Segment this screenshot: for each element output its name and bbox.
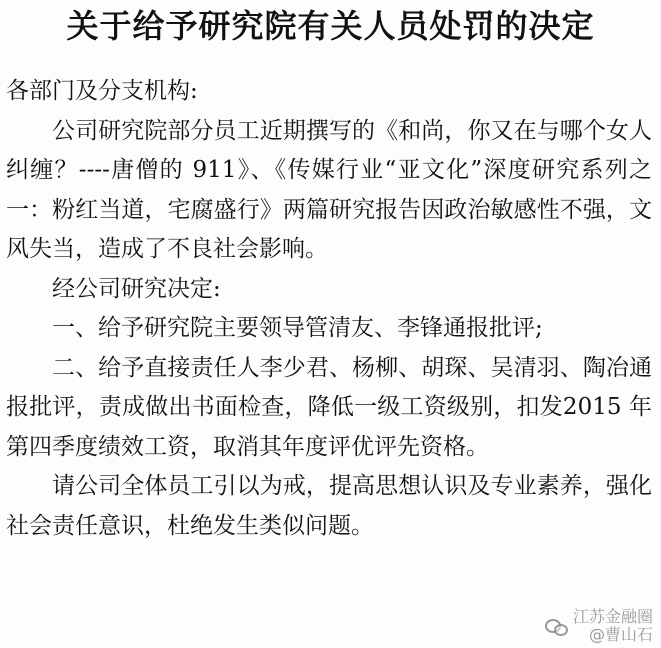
document-body	[6, 72, 652, 546]
wechat-logo-icon	[545, 617, 567, 635]
paragraph-item-two: 二、给予直接责任人李少君、杨柳、胡琛、吴清羽、陶冶通报批评，责成做出书面检查，降低一级工资级别，扣发2015 年第四季度绩效工资，取消其年度评优评先资格。	[6, 354, 652, 460]
document-title: 关于给予研究院有关人员处罚的决定	[66, 7, 595, 45]
watermark	[545, 608, 653, 644]
paragraph-item-one: 一、给予研究院主要领导管清友、李锋通报批评;	[52, 315, 543, 341]
salutation: 各部门及分支机构:	[6, 78, 198, 104]
watermark-handle: @曹山石	[588, 625, 653, 644]
paragraph-reports: 公司研究院部分员工近期撰写的《和尚，你又在与哪个女人纠缠？----唐僧的 911》、《传媒行业“亚文化”深度研究系列之一：粉红当道，宅腐盛行》两篇研究报告因政治敏感性不强，文风失当，造成了不良社会影响。	[6, 117, 652, 262]
watermark-source: 江苏金融圈	[572, 607, 653, 626]
paragraph-decision-intro: 经公司研究决定:	[52, 275, 221, 302]
paragraph-closing: 请公司全体员工引以为戒，提高思想认识及专业素养，强化社会责任意识，杜绝发生类似问题。	[6, 473, 652, 539]
